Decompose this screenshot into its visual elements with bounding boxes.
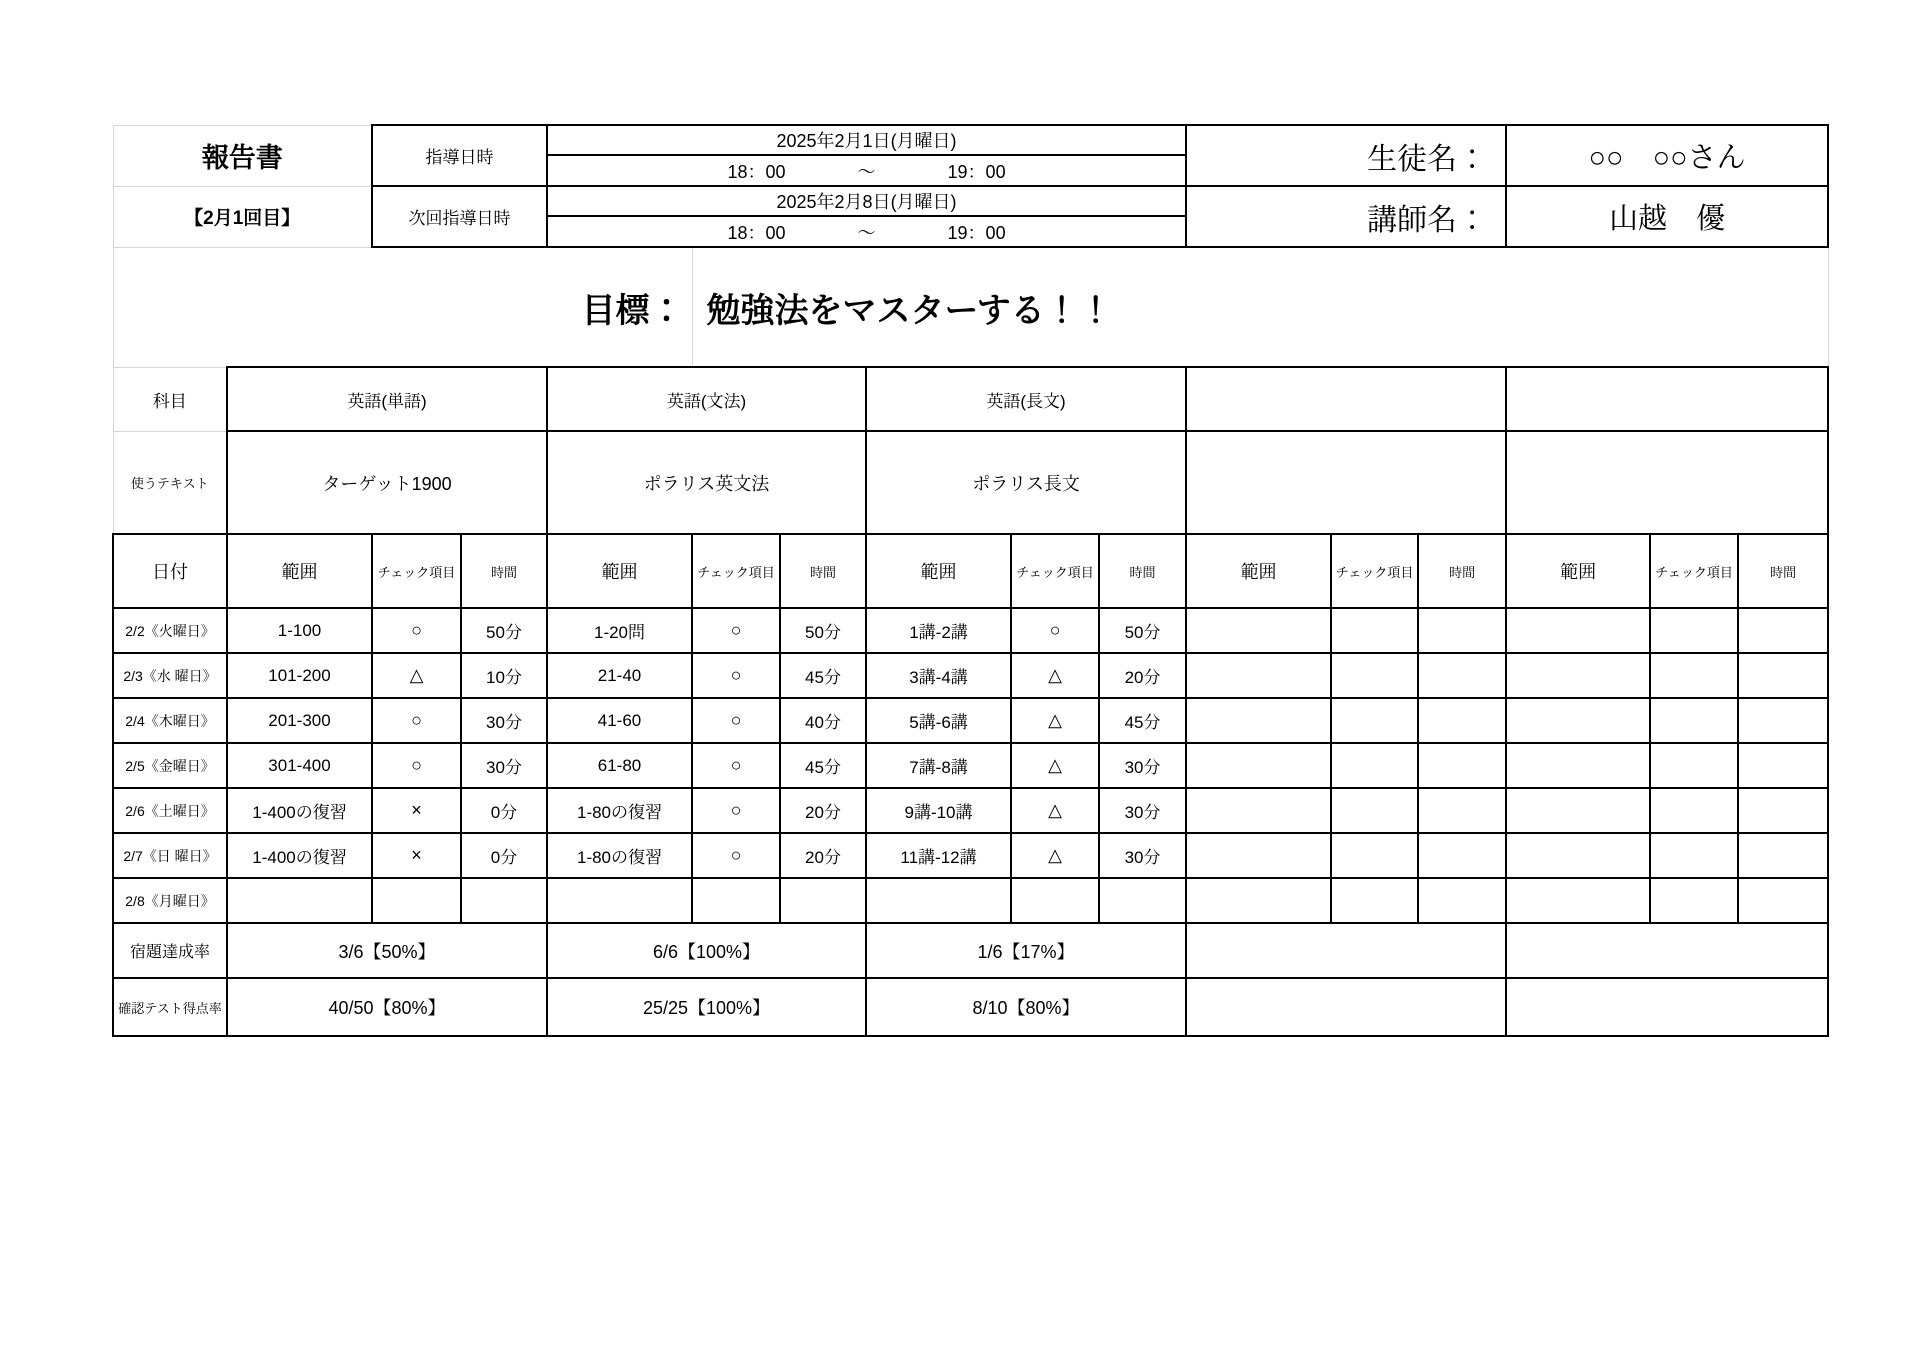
time-cell — [1099, 878, 1186, 923]
lesson-time — [547, 155, 1186, 186]
check-cell: ○ — [692, 788, 780, 833]
report-table — [112, 124, 1829, 1037]
time-cell — [1738, 743, 1828, 788]
check-column-header: チェック項目 — [1011, 534, 1099, 608]
range-cell: 61-80 — [547, 743, 692, 788]
check-cell: ○ — [692, 653, 780, 698]
check-cell — [1331, 878, 1418, 923]
time-column-header: 時間 — [1099, 534, 1186, 608]
time-cell — [1738, 608, 1828, 653]
range-cell — [866, 878, 1011, 923]
textbook-name: ポラリス英文法 — [547, 431, 866, 534]
day-date: 2/8《月曜日》 — [113, 878, 227, 923]
day-date: 2/7《日 曜日》 — [113, 833, 227, 878]
time-cell: 20分 — [1099, 653, 1186, 698]
time-cell: 50分 — [780, 608, 866, 653]
day-date: 2/4《木曜日》 — [113, 698, 227, 743]
check-cell: △ — [1011, 788, 1099, 833]
textbook-name — [1506, 431, 1828, 534]
check-cell — [1331, 833, 1418, 878]
time-cell — [1738, 788, 1828, 833]
lesson-time-end: 19：00 — [947, 161, 1006, 182]
check-cell: △ — [1011, 698, 1099, 743]
check-cell — [1331, 653, 1418, 698]
range-cell: 41-60 — [547, 698, 692, 743]
next-lesson-time-start: 18：00 — [727, 222, 786, 243]
time-column-header: 時間 — [461, 534, 547, 608]
day-date: 2/3《水 曜日》 — [113, 653, 227, 698]
day-date: 2/6《土曜日》 — [113, 788, 227, 833]
subject-row-label: 科目 — [113, 367, 227, 431]
subject-name: 英語(文法) — [547, 367, 866, 431]
check-cell: △ — [1011, 653, 1099, 698]
time-cell — [1738, 878, 1828, 923]
range-cell — [1506, 698, 1650, 743]
test-rate — [1506, 978, 1828, 1036]
date-column-header: 日付 — [113, 534, 227, 608]
range-cell — [1186, 653, 1331, 698]
check-cell — [1011, 878, 1099, 923]
homework-rate: 3/6【50%】 — [227, 923, 547, 978]
check-cell: ○ — [1011, 608, 1099, 653]
check-cell — [692, 878, 780, 923]
range-cell — [1506, 878, 1650, 923]
range-cell — [547, 878, 692, 923]
teacher-name: 山越 優 — [1506, 186, 1828, 247]
time-column-header: 時間 — [780, 534, 866, 608]
homework-rate — [1186, 923, 1506, 978]
homework-rate: 1/6【17%】 — [866, 923, 1186, 978]
next-lesson-time-separator: ～ — [857, 222, 876, 243]
time-cell — [461, 878, 547, 923]
textbook-row-label: 使うテキスト — [113, 431, 227, 534]
range-cell — [1186, 608, 1331, 653]
check-cell: ○ — [692, 608, 780, 653]
range-cell — [1186, 833, 1331, 878]
next-lesson-time-end: 19：00 — [947, 222, 1006, 243]
range-cell: 21-40 — [547, 653, 692, 698]
day-date: 2/5《金曜日》 — [113, 743, 227, 788]
range-cell: 1-80の復習 — [547, 833, 692, 878]
time-cell: 50分 — [1099, 608, 1186, 653]
test-rate: 25/25【100%】 — [547, 978, 866, 1036]
time-cell: 30分 — [461, 743, 547, 788]
range-cell: 1-400の復習 — [227, 788, 372, 833]
time-cell — [1738, 653, 1828, 698]
textbook-name — [1186, 431, 1506, 534]
next-lesson-datetime-label: 次回指導日時 — [372, 186, 547, 247]
time-cell: 20分 — [780, 788, 866, 833]
lesson-date: 2025年2月1日(月曜日) — [547, 125, 1186, 155]
time-cell — [1738, 698, 1828, 743]
time-cell: 30分 — [1099, 788, 1186, 833]
check-cell — [1331, 608, 1418, 653]
range-column-header: 範囲 — [1506, 534, 1650, 608]
homework-rate: 6/6【100%】 — [547, 923, 866, 978]
range-cell: 301-400 — [227, 743, 372, 788]
range-cell — [227, 878, 372, 923]
range-cell — [1186, 788, 1331, 833]
check-cell — [1650, 653, 1738, 698]
check-column-header: チェック項目 — [1331, 534, 1418, 608]
test-rate-label: 確認テスト得点率 — [113, 978, 227, 1036]
range-cell: 7講-8講 — [866, 743, 1011, 788]
range-column-header: 範囲 — [227, 534, 372, 608]
check-cell — [1650, 833, 1738, 878]
range-cell: 9講-10講 — [866, 788, 1011, 833]
range-cell — [1186, 878, 1331, 923]
time-cell: 30分 — [461, 698, 547, 743]
check-cell — [1650, 608, 1738, 653]
check-cell — [1650, 698, 1738, 743]
range-column-header: 範囲 — [547, 534, 692, 608]
teacher-name-label: 講師名： — [1186, 186, 1506, 247]
check-cell: ○ — [372, 743, 461, 788]
check-cell: ○ — [692, 833, 780, 878]
check-cell: ○ — [372, 608, 461, 653]
time-cell: 45分 — [780, 743, 866, 788]
time-cell: 50分 — [461, 608, 547, 653]
time-cell — [1418, 788, 1506, 833]
goal-text: 勉強法をマスターする！！ — [692, 247, 1828, 367]
time-cell: 10分 — [461, 653, 547, 698]
homework-rate — [1506, 923, 1828, 978]
check-column-header: チェック項目 — [1650, 534, 1738, 608]
time-cell: 20分 — [780, 833, 866, 878]
check-cell — [372, 878, 461, 923]
range-cell: 1-80の復習 — [547, 788, 692, 833]
textbook-name: ターゲット1900 — [227, 431, 547, 534]
textbook-name: ポラリス長文 — [866, 431, 1186, 534]
range-cell — [1506, 743, 1650, 788]
range-cell: 1-400の復習 — [227, 833, 372, 878]
range-cell: 101-200 — [227, 653, 372, 698]
range-cell: 1-100 — [227, 608, 372, 653]
range-cell — [1506, 788, 1650, 833]
time-cell: 0分 — [461, 833, 547, 878]
check-cell: △ — [1011, 833, 1099, 878]
next-lesson-time — [547, 216, 1186, 247]
test-rate: 40/50【80%】 — [227, 978, 547, 1036]
time-cell: 0分 — [461, 788, 547, 833]
time-column-header: 時間 — [1418, 534, 1506, 608]
time-cell: 45分 — [1099, 698, 1186, 743]
time-column-header: 時間 — [1738, 534, 1828, 608]
check-cell — [1331, 743, 1418, 788]
range-cell — [1506, 608, 1650, 653]
lesson-time-separator: ～ — [857, 161, 876, 182]
check-cell: ○ — [372, 698, 461, 743]
time-cell — [1418, 833, 1506, 878]
time-cell — [1418, 608, 1506, 653]
next-lesson-date: 2025年2月8日(月曜日) — [547, 186, 1186, 216]
time-cell — [1418, 698, 1506, 743]
day-date: 2/2《火曜日》 — [113, 608, 227, 653]
report-document — [112, 124, 1829, 1037]
subject-name: 英語(長文) — [866, 367, 1186, 431]
time-cell: 30分 — [1099, 833, 1186, 878]
range-cell: 201-300 — [227, 698, 372, 743]
range-cell — [1506, 653, 1650, 698]
range-column-header: 範囲 — [1186, 534, 1331, 608]
report-title: 報告書 — [113, 125, 372, 186]
time-cell — [1418, 878, 1506, 923]
check-cell: ○ — [692, 698, 780, 743]
range-column-header: 範囲 — [866, 534, 1011, 608]
range-cell: 5講-6講 — [866, 698, 1011, 743]
range-cell: 11講-12講 — [866, 833, 1011, 878]
check-cell — [1331, 788, 1418, 833]
time-cell — [1418, 743, 1506, 788]
time-cell — [1418, 653, 1506, 698]
check-cell: × — [372, 833, 461, 878]
student-name: ○○ ○○さん — [1506, 125, 1828, 186]
time-cell — [1738, 833, 1828, 878]
check-cell: △ — [372, 653, 461, 698]
lesson-time-start: 18：00 — [727, 161, 786, 182]
check-cell — [1650, 743, 1738, 788]
homework-rate-label: 宿題達成率 — [113, 923, 227, 978]
subject-name — [1186, 367, 1506, 431]
range-cell: 3講-4講 — [866, 653, 1011, 698]
range-cell: 1講-2講 — [866, 608, 1011, 653]
check-cell: × — [372, 788, 461, 833]
check-cell: △ — [1011, 743, 1099, 788]
check-cell — [1650, 788, 1738, 833]
test-rate — [1186, 978, 1506, 1036]
range-cell — [1186, 743, 1331, 788]
time-cell: 40分 — [780, 698, 866, 743]
student-name-label: 生徒名： — [1186, 125, 1506, 186]
range-cell — [1186, 698, 1331, 743]
range-cell: 1-20問 — [547, 608, 692, 653]
time-cell — [780, 878, 866, 923]
check-column-header: チェック項目 — [372, 534, 461, 608]
lesson-datetime-label: 指導日時 — [372, 125, 547, 186]
test-rate: 8/10【80%】 — [866, 978, 1186, 1036]
range-cell — [1506, 833, 1650, 878]
check-column-header: チェック項目 — [692, 534, 780, 608]
goal-label: 目標： — [113, 247, 692, 367]
check-cell — [1331, 698, 1418, 743]
subject-name — [1506, 367, 1828, 431]
check-cell — [1650, 878, 1738, 923]
time-cell: 30分 — [1099, 743, 1186, 788]
subject-name: 英語(単語) — [227, 367, 547, 431]
check-cell: ○ — [692, 743, 780, 788]
time-cell: 45分 — [780, 653, 866, 698]
session-label: 【2月1回目】 — [113, 186, 372, 247]
